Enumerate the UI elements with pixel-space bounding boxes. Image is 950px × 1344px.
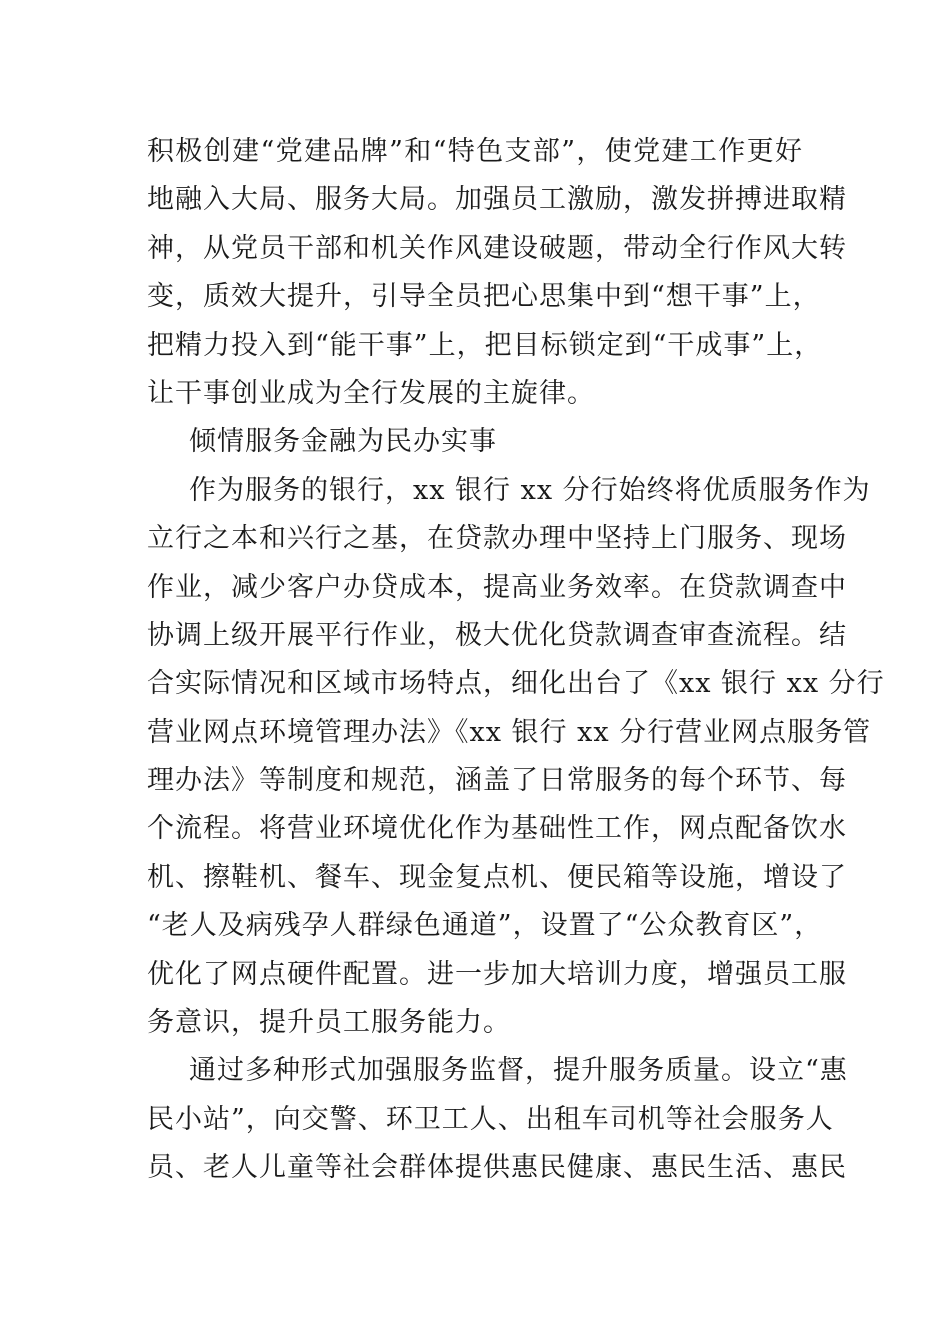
body-line: 民小站”，向交警、环卫工人、出租车司机等社会服务人 [147, 1103, 834, 1135]
body-line: 营业网点环境管理办法》《xx 银行 xx 分行营业网点服务管 [147, 716, 872, 748]
body-line: “老人及病残孕人群绿色通道”，设置了“公众教育区”， [147, 910, 823, 942]
body-line: 神，从党员干部和机关作风建设破题，带动全行作风大转 [147, 232, 847, 264]
body-line: 变，质效大提升，引导全员把心思集中到“想干事”上， [147, 281, 821, 313]
body-line: 地融入大局、服务大局。加强员工激励，激发拼搏进取精 [147, 184, 847, 216]
body-line: 合实际情况和区域市场特点，细化出台了《xx 银行 xx 分行 [147, 668, 885, 700]
body-line: 积极创建“党建品牌”和“特色支部”，使党建工作更好 [147, 136, 803, 167]
body-line: 协调上级开展平行作业，极大优化贷款调查审查流程。结 [147, 619, 847, 651]
body-line: 作业，减少客户办贷成本，提高业务效率。在贷款调查中 [147, 571, 847, 603]
body-line: 个流程。将营业环境优化作为基础性工作，网点配备饮水 [147, 813, 847, 845]
section-heading: 倾情服务金融为民办实事 [189, 426, 497, 458]
body-line: 务意识，提升员工服务能力。 [147, 1007, 511, 1039]
body-line: 优化了网点硬件配置。进一步加大培训力度，增强员工服 [147, 958, 847, 990]
document-body [147, 128, 885, 1193]
body-line: 理办法》等制度和规范，涵盖了日常服务的每个环节、每 [147, 765, 847, 797]
body-line: 立行之本和兴行之基，在贷款办理中坚持上门服务、现场 [147, 523, 847, 555]
body-line: 通过多种形式加强服务监督，提升服务质量。设立“惠 [189, 1055, 848, 1087]
body-line: 机、擦鞋机、餐车、现金复点机、便民箱等设施，增设了 [147, 861, 847, 893]
body-line: 让干事创业成为全行发展的主旋律。 [147, 377, 595, 409]
body-line: 员、老人儿童等社会群体提供惠民健康、惠民生活、惠民 [147, 1152, 847, 1184]
body-line: 作为服务的银行，xx 银行 xx 分行始终将优质服务作为 [189, 474, 871, 506]
body-line: 把精力投入到“能干事”上，把目标锁定到“干成事”上， [147, 329, 823, 361]
